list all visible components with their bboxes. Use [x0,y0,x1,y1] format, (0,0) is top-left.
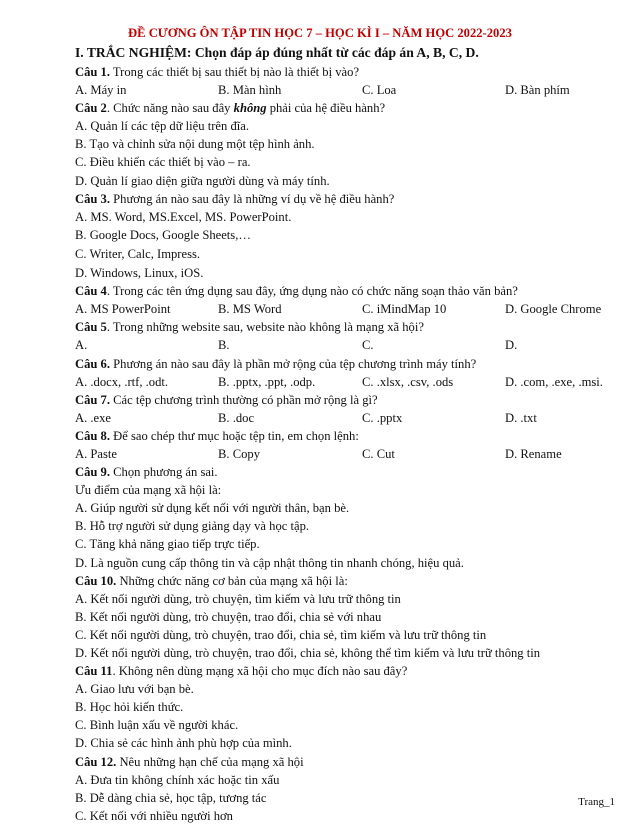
answer-option: C. Tăng khả năng giao tiếp trực tiếp. [75,537,260,552]
question-text: Nêu những hạn chế của mạng xã hội [116,754,304,769]
question-stem [75,318,635,336]
option-row [75,300,635,318]
answer-option: B. Tạo và chỉnh sửa nội dung một tệp hình ảnh. [75,137,315,152]
answer-option: C. Điều khiển các thiết bị vào – ra. [75,155,251,170]
question-text: Những chức năng cơ bản của mạng xã hội là: [116,573,348,588]
question-number: Câu 4 [75,284,107,299]
question-number: Câu 9. [75,465,110,480]
question-stem [75,753,635,771]
answer-option: A. Giúp người sử dụng kết nối với người thân, bạn bè. [75,501,350,516]
question-text: . Trong các tên ứng dụng sau đây, ứng dụng nào có chức năng soạn thảo văn bản? [106,284,518,299]
question-number: Câu 12. [75,754,117,769]
answer-option: D. Rename [505,446,562,461]
option-row [75,81,635,99]
question-stem [75,190,635,208]
question-number: Câu 8. [75,428,110,443]
option-row [75,409,635,427]
answer-option: A. MS PowerPoint [75,302,171,317]
answer-option: A. .docx, .rtf, .odt. [75,374,169,389]
question-text: . Chức năng nào sau đây [106,101,234,116]
answer-option: B. Google Docs, Google Sheets,… [75,228,251,243]
answer-option: A. Quản lí các tệp dữ liệu trên đĩa. [75,119,249,134]
answer-option: A. Giao lưu với bạn bè. [75,682,194,697]
question-number: Câu 1. [75,65,110,79]
question-stem [75,63,635,81]
answer-option: C. Cut [362,446,395,461]
answer-option: B. MS Word [218,302,282,317]
answer-option: A. MS. Word, MS.Excel, MS. PowerPoint. [75,209,292,224]
option-row [75,336,635,354]
question-text: . Trong những website sau, website nào không là mạng xã hội? [106,320,424,335]
question-text: Phương án nào sau đây là phần mở rộng của tệp chương trình máy tính? [110,356,477,371]
question-number: Câu 7. [75,392,110,407]
question-text: Để sao chép thư mục hoặc tệp tin, em chọn lệnh: [110,428,359,443]
question-stem [75,99,635,117]
question-stem [75,463,635,481]
answer-option: B. Kết nối người dùng, trò chuyện, trao đổi, chia sẻ với nhau [75,609,382,624]
question-stem [75,282,635,300]
answer-option: B. Hỗ trợ người sử dụng giảng dạy và học tập. [75,519,310,534]
answer-option: D. Bàn phím [505,83,570,98]
answer-option: C. iMindMap 10 [362,302,447,317]
answer-option: D. Google Chrome [505,302,602,317]
answer-option: C. [362,338,374,353]
answer-option: C. .pptx [362,410,403,425]
answer-option: B. .doc [218,410,255,425]
question-text-end: phải của hệ điều hành? [266,101,386,116]
answer-option: C. .xlsx, .csv, .ods [362,374,454,389]
page-footer: Trang_1 [578,796,615,808]
question-text: Chọn phương án sai. [110,465,218,480]
answer-option: D. [505,338,518,353]
question-number: Câu 2 [75,101,107,116]
question-stem [75,391,635,409]
question-stem [75,572,635,590]
answer-option: C. Loa [362,83,397,98]
question-list [75,63,635,825]
question-stem [75,427,635,445]
question-text: Phương án nào sau đây là những ví dụ về hệ điều hành? [110,191,395,206]
answer-option: D. Quản lí giao diện giữa người dùng và máy tính. [75,173,330,188]
answer-option: B. [218,338,230,353]
answer-option: D. .com, .exe, .msi. [505,374,603,389]
question-number: Câu 5 [75,320,107,335]
answer-option: B. Dễ dàng chia sẻ, học tập, tương tác [75,790,267,805]
answer-option: C. Bình luận xấu về người khác. [75,718,239,733]
question-stem [75,355,635,373]
answer-option: B. .pptx, .ppt, .odp. [218,374,316,389]
question-text: . Không nên dùng mạng xã hội cho mục đích nào sau đây? [112,664,408,679]
answer-option: A. Đưa tin không chính xác hoặc tin xấu [75,772,280,787]
answer-option: D. .txt [505,410,537,425]
question-number: Câu 3. [75,191,110,206]
question-text: Các tệp chương trình thường có phần mở rộng là gì? [110,392,378,407]
question-emphasis: không [233,101,267,116]
answer-option: D. Là nguồn cung cấp thông tin và cập nhật thông tin nhanh chóng, hiệu quả. [75,555,464,570]
answer-option: C. Kết nối với nhiều người hơn [75,808,233,823]
answer-option: D. Windows, Linux, iOS. [75,265,204,280]
answer-option: A. Máy in [75,83,127,98]
answer-option: A. [75,338,88,353]
option-row [75,445,635,463]
option-row [75,373,635,391]
answer-option: B. Học hỏi kiến thức. [75,700,184,715]
answer-option: C. Kết nối người dùng, trò chuyện, trao đổi, chia sẻ, tìm kiếm và lưu trữ thông tin [75,627,487,642]
answer-option: B. Copy [218,446,260,461]
answer-option: D. Kết nối người dùng, trò chuyện, trao đổi, chia sẻ, không thể tìm kiếm và lưu trữ thông tin [75,646,541,660]
answer-option: D. Chia sẻ các hình ảnh phù hợp của mình. [75,736,292,751]
answer-option: A. Paste [75,446,117,461]
document-title: ĐỀ CƯƠNG ÔN TẬP TIN HỌC 7 – HỌC KÌ I – NĂM HỌC 2022-2023 [128,26,512,40]
question-number: Câu 10. [75,573,117,588]
question-subtext: Ưu điểm của mạng xã hội là: [75,483,222,498]
question-number: Câu 6. [75,356,110,371]
question-number: Câu 11 [75,664,113,679]
answer-option: A. Kết nối người dùng, trò chuyện, tìm kiếm và lưu trữ thông tin [75,591,401,606]
answer-option: A. .exe [75,410,112,425]
question-text: Trong các thiết bị sau thiết bị nào là thiết bị vào? [110,65,360,79]
section-heading: I. TRẮC NGHIỆM: Chọn đáp áp đúng nhất từ các đáp án A, B, C, D. [75,45,479,60]
answer-option: C. Writer, Calc, Impress. [75,246,201,261]
question-stem [75,662,635,680]
answer-option: B. Màn hình [218,83,282,98]
